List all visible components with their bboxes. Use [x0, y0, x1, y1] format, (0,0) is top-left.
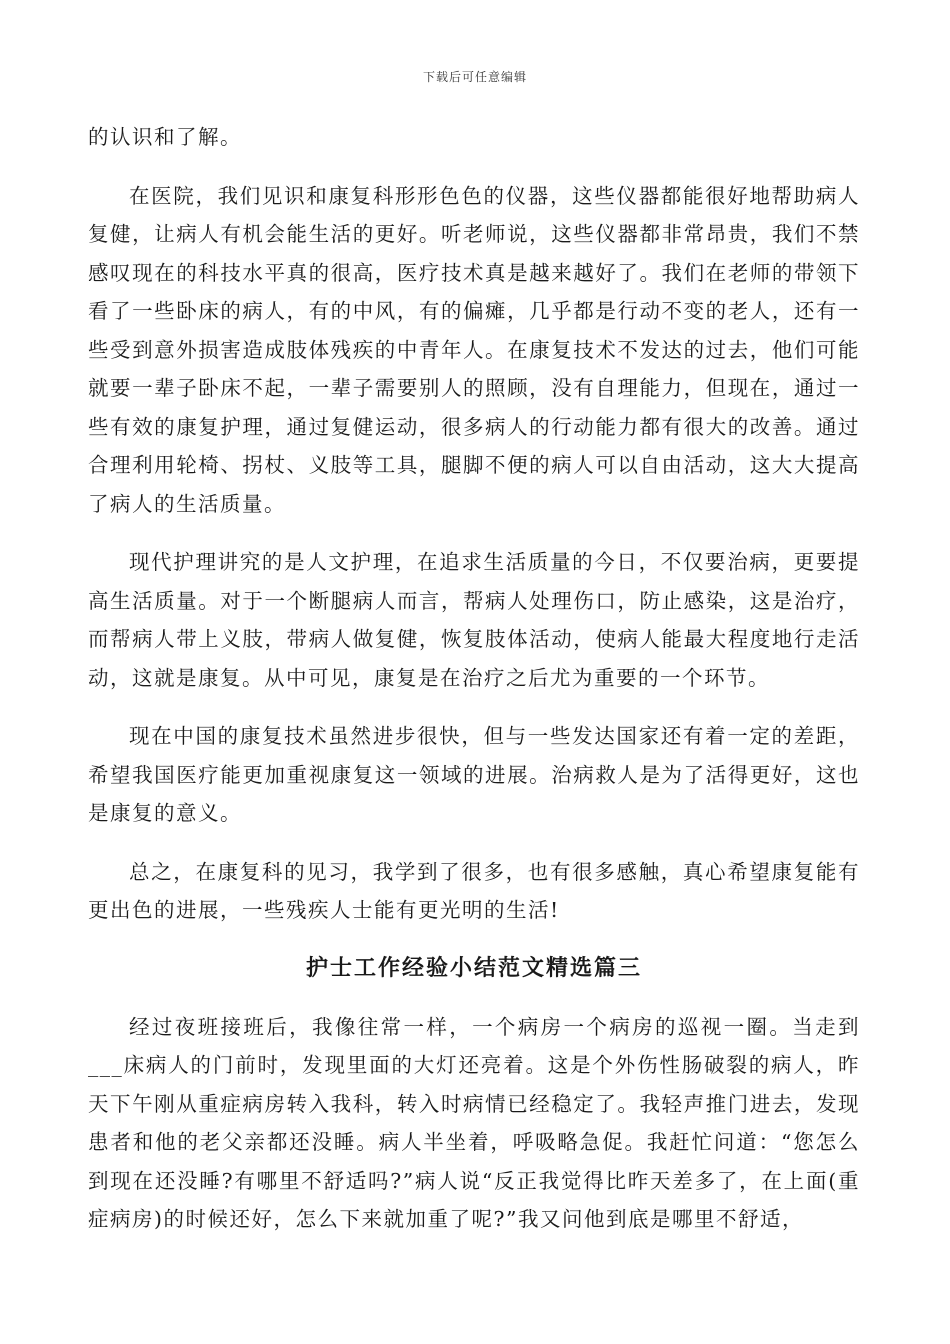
page-header: 下载后可任意编辑	[422, 70, 527, 84]
paragraph-china-rehab: 现在中国的康复技术虽然进步很快，但与一些发达国家还有着一定的差距，希望我国医疗能更加重视康复这一领域的进展。治病救人是为了活得更好，这也是康复的意义。	[88, 724, 860, 825]
paragraph-continuation: 的认识和了解。	[88, 125, 242, 149]
paragraph-conclusion: 总之，在康复科的见习，我学到了很多，也有很多感触，真心希望康复能有更出色的进展，一些残疾人士能有更光明的生活!	[88, 859, 860, 922]
paragraph-humanistic-nursing: 现代护理讲究的是人文护理，在追求生活质量的今日，不仅要治病，更要提高生活质量。对于一个断腿病人而言，帮病人处理伤口，防止感染，这是治疗，而帮病人带上义肢，带病人做复健，恢复肢体活动，使病人能最大程度地行走活动，这就是康复。从中可见，康复是在治疗之后尤为重要的一个环节。	[88, 550, 860, 690]
document-body	[88, 118, 860, 1239]
paragraph-night-shift: 经过夜班接班后，我像往常一样，一个病房一个病房的巡视一圈。当走到___床病人的门前时，发现里面的大灯还亮着。这是个外伤性肠破裂的病人，昨天下午刚从重症病房转入我科，转入时病情已经稳定了。我轻声推门进去，发现患者和他的老父亲都还没睡。病人半坐着，呼吸略急促。我赶忙问道：“您怎么到现在还没睡?有哪里不舒适吗?”病人说“反正我觉得比昨天差多了，在上面(重症病房)的时候还好，怎么下来就加重了呢?”我又问他到底是哪里不舒适，	[88, 1014, 860, 1231]
section-title: 护士工作经验小结范文精选篇三	[305, 955, 642, 981]
paragraph-rehab-equipment: 在医院，我们见识和康复科形形色色的仪器，这些仪器都能很好地帮助病人复健，让病人有机会能生活的更好。听老师说，这些仪器都非常昂贵，我们不禁感叹现在的科技水平真的很高，医疗技术真是越来越好了。我们在老师的带领下看了一些卧床的病人，有的中风，有的偏瘫，几乎都是行动不变的老人，还有一些受到意外损害造成肢体残疾的中青年人。在康复技术不发达的过去，他们可能就要一辈子卧床不起，一辈子需要别人的照顾，没有自理能力，但现在，通过一些有效的康复护理，通过复健运动，很多病人的行动能力都有很大的改善。通过合理利用轮椅、拐杖、义肢等工具，腿脚不便的病人可以自由活动，这大大提高了病人的生活质量。	[88, 183, 860, 516]
